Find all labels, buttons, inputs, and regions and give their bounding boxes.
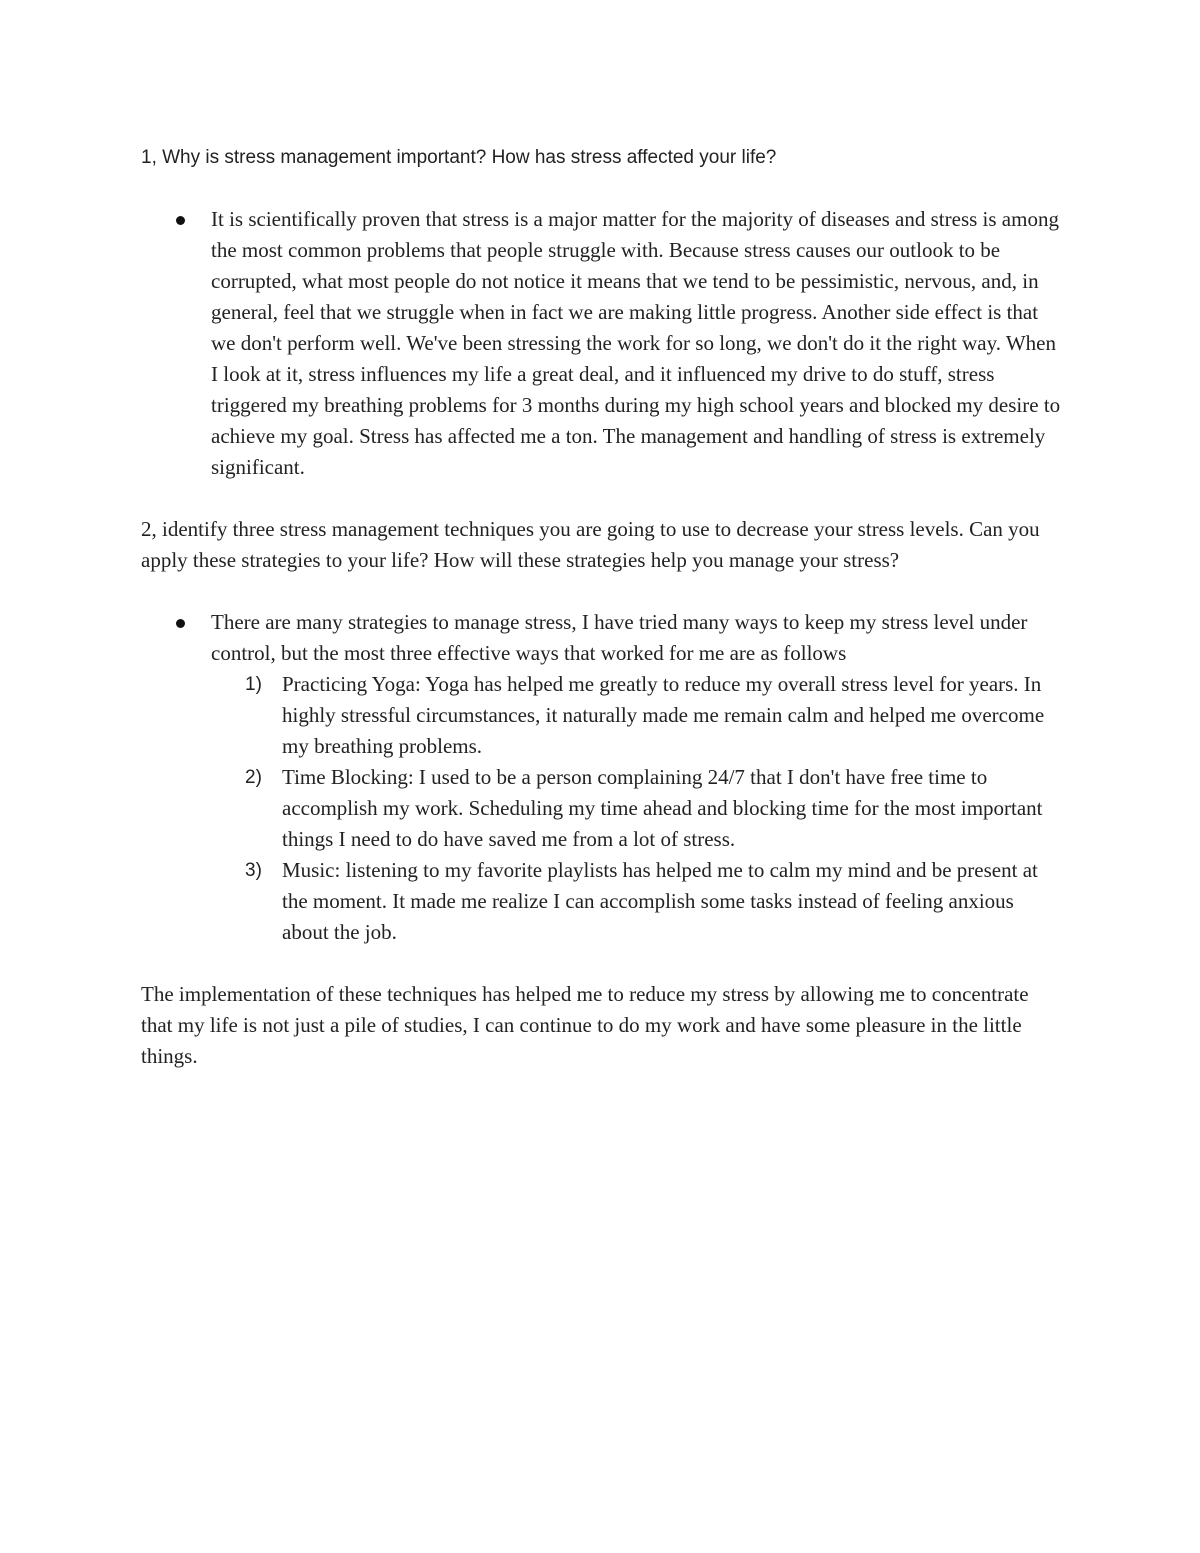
answer-2-intro: There are many strategies to manage stress, I have tried many ways to keep my stress level under control, but the most three effective ways that worked for me are as follows: [211, 610, 1028, 665]
question-1: 1, Why is stress management important? How has stress affected your life?: [141, 147, 777, 168]
strategy-item-time-blocking: [245, 762, 1061, 855]
answer-1-text: It is scientifically proven that stress is a major matter for the majority of diseases and stress is among the most common problems that people struggle with. Because stress causes our outlook to be corrupted, what most people do not notice it means that we tend to be pessimistic, nervous, and, in general, feel that we struggle when in fact we are making little progress. Another side effect is that we don't perform well. We've been stressing the work for so long, we don't do it the right way. When I look at it, stress influences my life a great deal, and it influenced my drive to do stuff, stress triggered my breathing problems for 3 months during my high school years and blocked my desire to achieve my goal. Stress has affected me a ton. The management and handling of stress is extremely significant.: [211, 207, 1061, 479]
list-number: 3): [245, 860, 262, 881]
bullet-icon: [176, 619, 185, 628]
conclusion-paragraph: The implementation of these techniques has helped me to reduce my stress by allowing me to concentrate that my life is not just a pile of studies, I can continue to do my work and have some pleasure in the little things.: [141, 982, 1029, 1068]
answer-1-list: [141, 204, 1061, 483]
bullet-icon: [176, 216, 185, 225]
list-number: 1): [245, 674, 262, 695]
strategy-item-yoga: [245, 669, 1061, 762]
list-number: 2): [245, 767, 262, 788]
answer-1-item: [211, 204, 1061, 483]
strategy-text: Music: listening to my favorite playlists has helped me to calm my mind and be present at the moment. It made me realize I can accomplish some tasks instead of feeling anxious about the job.: [282, 858, 1038, 944]
strategy-text: Practicing Yoga: Yoga has helped me greatly to reduce my overall stress level for years. In highly stressful circumstances, it naturally made me remain calm and helped me overcome my breathing problems.: [282, 672, 1045, 758]
strategy-list: [211, 669, 1061, 948]
document-body: [141, 142, 1061, 1072]
strategy-text: Time Blocking: I used to be a person complaining 24/7 that I don't have free time to accomplish my work. Scheduling my time ahead and blocking time for the most important things I need to do have saved me from a lot of stress.: [282, 765, 1043, 851]
answer-2-item: [211, 607, 1061, 948]
answer-2-list: [141, 607, 1061, 948]
question-2: 2, identify three stress management techniques you are going to use to decrease your stress levels. Can you apply these strategies to your life? How will these strategies help you manage your stress?: [141, 517, 1040, 572]
strategy-item-music: [245, 855, 1061, 948]
